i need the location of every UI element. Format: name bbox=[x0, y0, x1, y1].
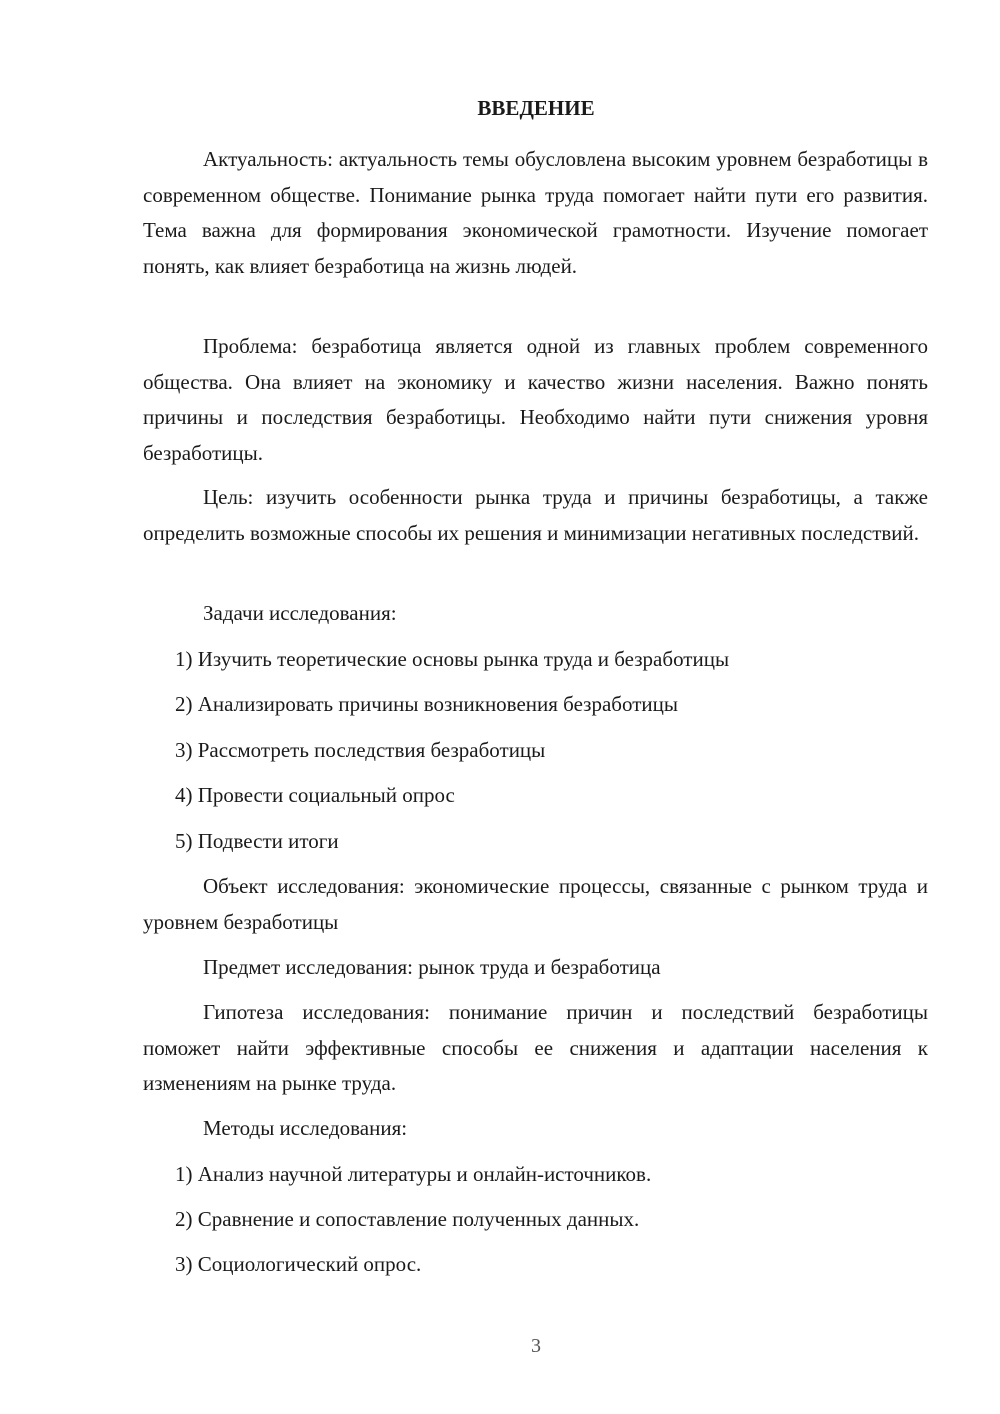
method-item: 2) Сравнение и сопоставление полученных данных. bbox=[175, 1207, 640, 1231]
method-item: 3) Социологический опрос. bbox=[175, 1252, 422, 1276]
goal-paragraph: Цель: изучить особенности рынка труда и причины безработицы, а также определить возможные способы их решения и минимизации негативных последствий. bbox=[143, 485, 928, 545]
task-item: 4) Провести социальный опрос bbox=[175, 783, 455, 807]
task-item: 2) Анализировать причины возникновения безработицы bbox=[175, 692, 678, 716]
methods-heading: Методы исследования: bbox=[203, 1116, 408, 1140]
section-title: ВВЕДЕНИЕ bbox=[477, 96, 595, 120]
tasks-heading: Задачи исследования: bbox=[203, 601, 397, 625]
subject-line: Предмет исследования: рынок труда и безработица bbox=[203, 955, 661, 979]
relevance-paragraph: Актуальность: актуальность темы обусловлена высоким уровнем безработицы в современном обществе. Понимание рынка труда помогает найти пути его развития. Тема важна для формирования экономической грамотности. Изучение помогает понять, как влияет безработица на жизнь людей. bbox=[143, 147, 928, 278]
page-number: 3 bbox=[531, 1335, 541, 1357]
task-item: 3) Рассмотреть последствия безработицы bbox=[175, 738, 546, 762]
object-paragraph: Объект исследования: экономические процессы, связанные с рынком труда и уровнем безработицы bbox=[143, 874, 928, 934]
method-item: 1) Анализ научной литературы и онлайн-источников. bbox=[175, 1162, 652, 1186]
problem-paragraph: Проблема: безработица является одной из главных проблем современного общества. Она влияет на экономику и качество жизни населения. Важно понять причины и последствия безработицы. Необходимо найти пути снижения уровня безработицы. bbox=[143, 334, 928, 465]
hypothesis-paragraph: Гипотеза исследования: понимание причин и последствий безработицы поможет найти эффективные способы ее снижения и адаптации населения к изменениям на рынке труда. bbox=[143, 1000, 928, 1095]
task-item: 5) Подвести итоги bbox=[175, 829, 339, 853]
task-item: 1) Изучить теоретические основы рынка труда и безработицы bbox=[175, 647, 730, 671]
